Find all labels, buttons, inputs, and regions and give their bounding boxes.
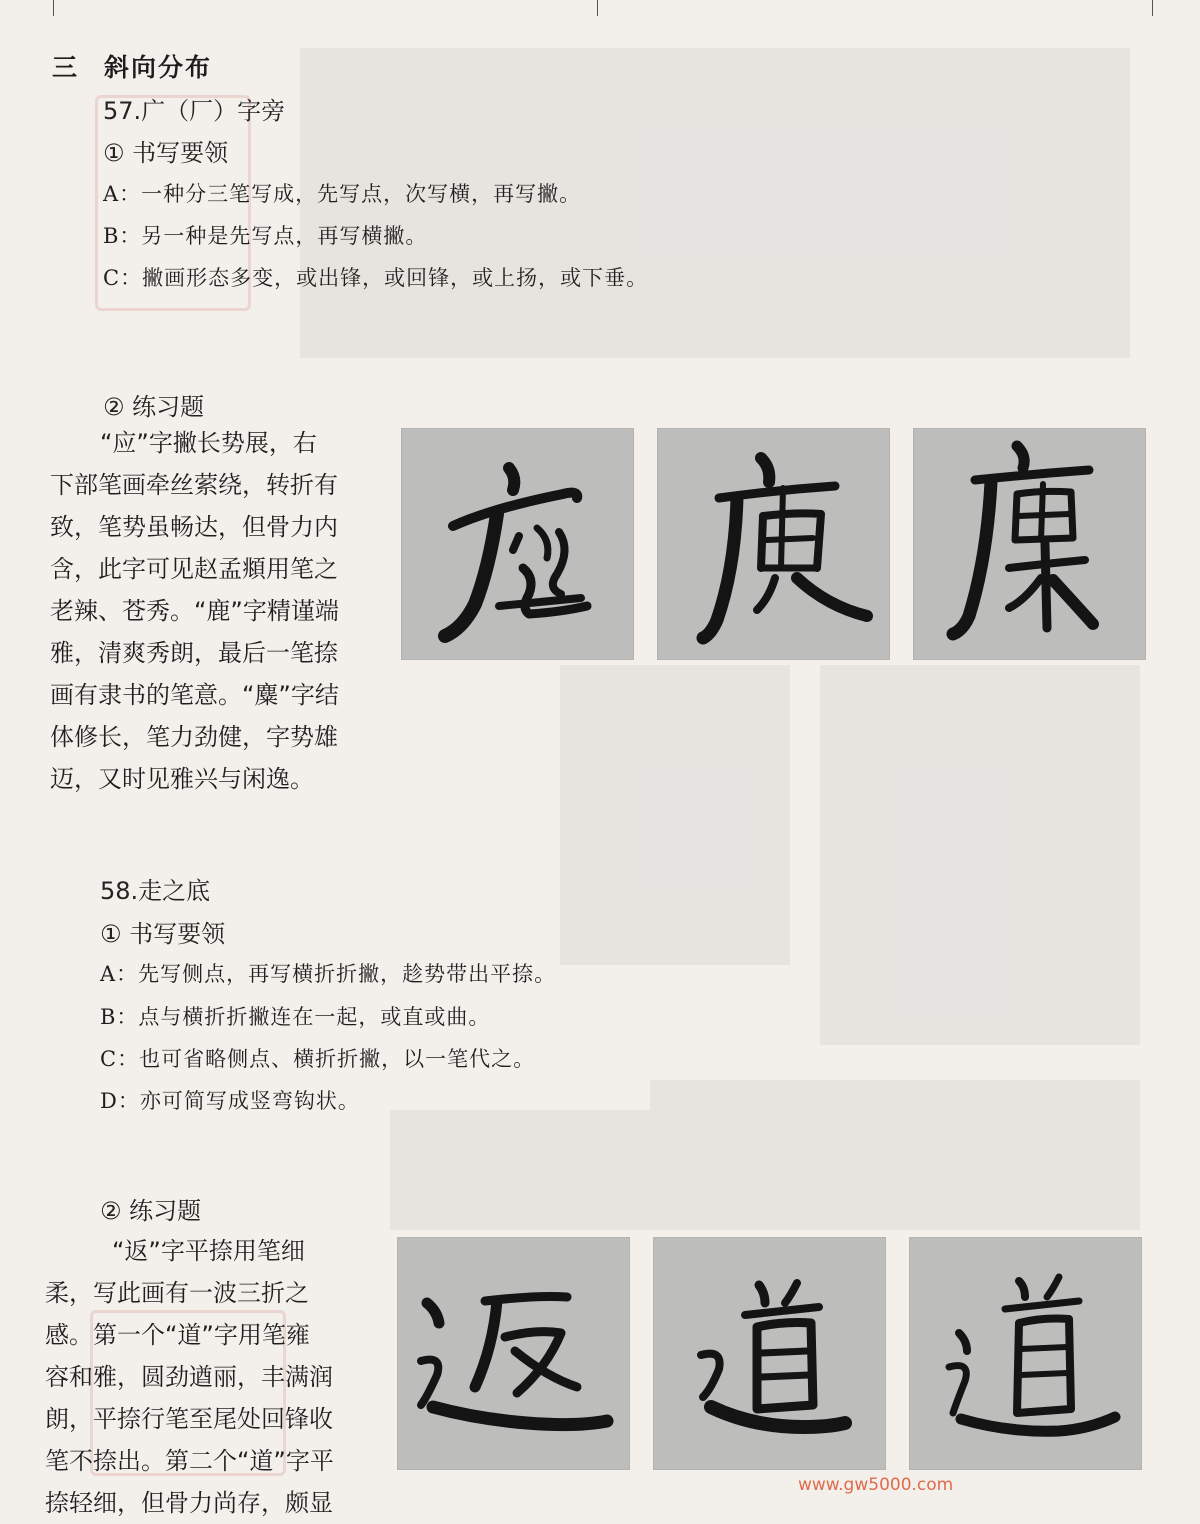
topic-58-point-d: D：亦可简写成竖弯钩状。 <box>100 1089 360 1113</box>
topic-58-point-a: A：先写侧点，再写横折折撇，趁势带出平捺。 <box>100 962 557 986</box>
topic-57-point-a: A：一种分三笔写成，先写点，次写横，再写撇。 <box>103 182 582 206</box>
topic-58-heading: 58.走之底 <box>100 877 211 905</box>
paragraph-line: 柔，写此画有一波三折之 <box>45 1279 309 1307</box>
topic-58-writing-key-heading: ① 书写要领 <box>100 920 226 948</box>
topic-58-point-b: B：点与横折折撇连在一起，或直或曲。 <box>100 1005 491 1029</box>
calligraphy-glyph-lu <box>657 428 890 660</box>
calligraphy-glyph-dao-1 <box>653 1237 886 1470</box>
calligraphy-glyph-mi <box>913 428 1146 660</box>
calligraphy-tile-fan <box>397 1237 630 1470</box>
calligraphy-tile-dao-1 <box>653 1237 886 1470</box>
topic-57-exercise-heading: ② 练习题 <box>103 393 205 421</box>
paragraph-line: 笔不捺出。第二个“道”字平 <box>45 1447 334 1475</box>
paragraph-line: 画有隶书的笔意。“麋”字结 <box>50 681 339 709</box>
paragraph-line: 捺轻细，但骨力尚存，颇显 <box>45 1489 333 1517</box>
topic-57-paragraph <box>50 422 339 800</box>
topic-58-point-c: C：也可省略侧点、横折折撇，以一笔代之。 <box>100 1047 536 1071</box>
paragraph-line: 迈，又时见雅兴与闲逸。 <box>50 765 314 793</box>
paragraph-line: 感。第一个“道”字用笔雍 <box>45 1321 310 1349</box>
paragraph-line: 朗，平捺行笔至尾处回锋收 <box>45 1405 333 1433</box>
calligraphy-glyph-ying <box>401 428 634 660</box>
paragraph-line: 含，此字可见赵孟頫用笔之 <box>50 555 338 583</box>
topic-57-point-c: C：撇画形态多变，或出锋，或回锋，或上扬，或下垂。 <box>103 266 649 290</box>
paragraph-line: 体修长，笔力劲健，字势雄 <box>50 723 338 751</box>
topic-57-writing-key-heading: ① 书写要领 <box>103 139 229 167</box>
calligraphy-glyph-fan <box>397 1237 630 1470</box>
paragraph-line: 容和雅，圆劲遒丽，丰满润 <box>45 1363 333 1391</box>
crop-mark-right <box>1152 0 1153 16</box>
topic-58-exercise-heading: ② 练习题 <box>100 1197 202 1225</box>
paragraph-line: “应”字撇长势展，右 <box>100 429 317 457</box>
paragraph-line: 老辣、苍秀。“鹿”字精谨端 <box>50 597 339 625</box>
section-number: 三 <box>52 53 80 82</box>
calligraphy-glyph-dao-2 <box>909 1237 1142 1470</box>
paragraph-line: 下部笔画牵丝萦绕，转折有 <box>50 471 338 499</box>
calligraphy-tile-mi <box>913 428 1146 660</box>
calligraphy-tile-dao-2 <box>909 1237 1142 1470</box>
topic-57-heading: 57.广（厂）字旁 <box>103 97 286 125</box>
paragraph-line: “返”字平捺用笔细 <box>112 1237 305 1265</box>
calligraphy-tile-lu <box>657 428 890 660</box>
crop-mark-center <box>597 0 598 16</box>
calligraphy-tile-ying <box>401 428 634 660</box>
watermark-url: www.gw5000.com <box>798 1475 954 1495</box>
paragraph-line: 致，笔势虽畅达，但骨力内 <box>50 513 338 541</box>
crop-mark-left <box>53 0 54 16</box>
topic-58-paragraph <box>45 1230 334 1524</box>
topic-57-point-b: B：另一种是先写点，再写横撇。 <box>103 224 428 248</box>
paragraph-line: 雅，清爽秀朗，最后一笔捺 <box>50 639 338 667</box>
section-title: 斜向分布 <box>104 53 213 82</box>
